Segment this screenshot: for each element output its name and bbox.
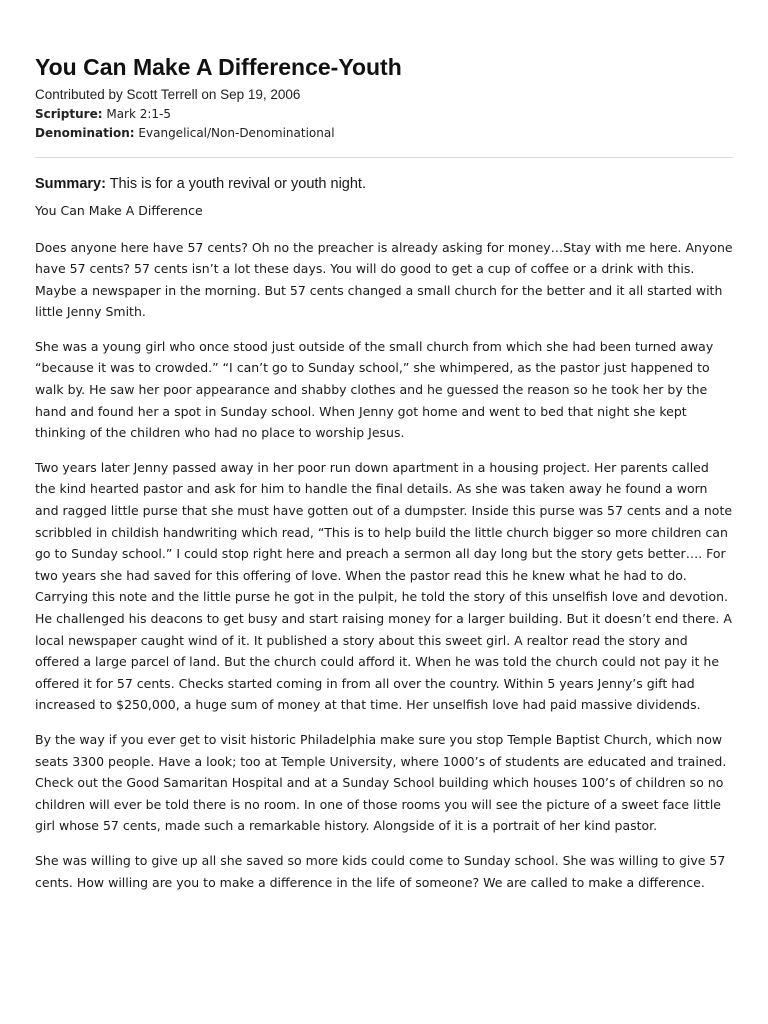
denomination-label: Denomination: xyxy=(35,126,135,140)
body-paragraph-4: By the way if you ever get to visit historic Philadelphia make sure you stop Temple Baptist Church, which now seats 3300 people. Have a look; too at Temple University, where 1000’s of students are educated and trained. Check out the Good Samaritan Hospital and at a Sunday School building which houses 100’s of children so no children will ever be told there is no room. In one of those rooms you will see the picture of a sweet face little girl whose 57 cents, made such a remarkable history. Alongside of it is a portrait of her kind pastor. xyxy=(35,731,727,834)
scripture-line xyxy=(35,105,733,125)
body-paragraph-1: Does anyone here have 57 cents? Oh no the preacher is already asking for money…Stay with me here. Anyone have 57 cents? 57 cents isn’t a lot these days. You will do good to get a cup of coffee or a drink with this. Maybe a newspaper in the morning. But 57 cents changed a small church for the better and it all started with little Jenny Smith. xyxy=(35,239,733,320)
body-paragraph-3: Two years later Jenny passed away in her poor run down apartment in a housing project. Her parents called the kind hearted pastor and ask for him to handle the final details. As she was taken away he found a worn and ragged little purse that she must have gotten out of a dumpster. Inside this purse was 57 cents and a note scribbled in childish handwriting which read, “This is to help build the little church bigger so more children can go to Sunday school.” I could stop right here and preach a sermon all day long but the story gets better…. For two years she had saved for this offering of love. When the pastor read this he knew what he had to do. Carrying this note and the little purse he got in the pulpit, he told the story of this unselfish love and devotion. He challenged his deacons to get busy and start raising money for a larger building. But it doesn’t end there. A local newspaper caught wind of it. It published a story about this sweet girl. A realtor read the story and offered a large parcel of land. But the church could afford it. When he was told the church could not pay it he offered it for 57 cents. Checks started coming in from all over the country. Within 5 years Jenny’s gift had increased to $250,000, a huge sum of money at that time. Her unselfish love had paid massive dividends. xyxy=(35,459,733,713)
page-title: You Can Make A Difference-Youth xyxy=(35,54,402,80)
sermon-page xyxy=(35,52,733,893)
header-divider xyxy=(35,157,733,158)
sermon-subtitle: You Can Make A Difference xyxy=(35,202,203,218)
summary xyxy=(35,174,733,194)
scripture-reference: Mark 2:1-5 xyxy=(106,106,172,121)
summary-text: This is for a youth revival or youth night. xyxy=(109,175,366,192)
body-paragraph-2: She was a young girl who once stood just outside of the small church from which she had been turned away “because it was to crowded.” “I can’t go to Sunday school,” she whimpered, as the pastor just happened to walk by. He saw her poor appearance and shabby clothes and he guessed the reason so he took her by the hand and found her a spot in Sunday school. When Jenny got home and went to bed that night she kept thinking of the children who had no place to worship Jesus. xyxy=(35,338,714,441)
contributor-line: Contributed by Scott Terrell on Sep 19, 2006 xyxy=(35,87,301,102)
denomination-value: Evangelical/Non-Denominational xyxy=(138,126,335,140)
denomination-line xyxy=(35,124,733,144)
summary-label: Summary: xyxy=(35,175,106,192)
body-paragraph-5: She was willing to give up all she saved so more kids could come to Sunday school. She was willing to give 57 cents. How willing are you to make a difference in the life of someone? We are called to make a difference. xyxy=(35,852,726,890)
scripture-label: Scripture: xyxy=(35,106,103,121)
